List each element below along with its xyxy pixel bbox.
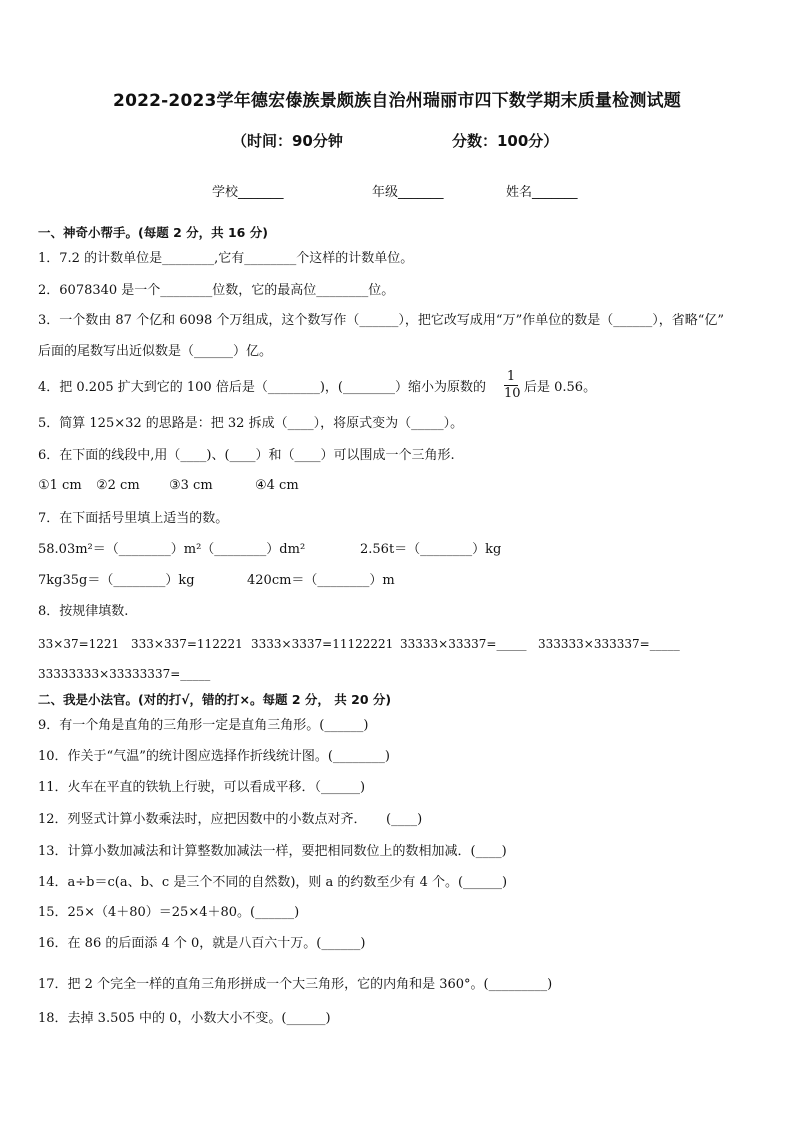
question-15: 15．25×（4＋80）＝25×4＋80。(______) [38, 905, 300, 920]
fraction-denominator: 10 [504, 386, 521, 401]
segment-option-3: ③3 cm [169, 478, 213, 493]
question-7-item-c: 7kg35g＝（________）kg [38, 573, 195, 588]
segment-option-1: ①1 cm [38, 478, 82, 493]
segment-option-4: ④4 cm [255, 478, 299, 493]
question-11: 11．火车在平直的铁轨上行驶，可以看成平移．（______) [38, 780, 366, 795]
question-7-item-a: 58.03m²＝（________）m²（________）dm² [38, 542, 306, 557]
section-1-heading: 一、神奇小帮手。(每题 2 分，共 16 分) [38, 225, 268, 240]
exam-time: （时间：90分钟 [232, 132, 343, 150]
question-4: 4．把 0.205 扩大到它的 100 倍后是（________)，(________）缩小为原数的 [38, 380, 486, 395]
question-6: 6．在下面的线段中,用（____)、(____）和（____）可以围成一个三角形. [38, 448, 455, 463]
question-16: 16．在 86 的后面添 4 个 0，就是八百六十万。(______) [38, 936, 366, 951]
fraction-one-tenth [504, 369, 521, 402]
question-10: 10．作关于“气温”的统计图应选择作折线统计图。(________) [38, 749, 390, 764]
pattern-item-1: 33×37=1221 [38, 637, 120, 651]
pattern-item-3: 3333×3337=11122221 [251, 637, 394, 651]
pattern-item-4: 33333×33337=_____ [400, 637, 527, 651]
question-2: 2．6078340 是一个________位数，它的最高位________位。 [38, 283, 395, 298]
question-13: 13．计算小数加减法和计算整数加减法一样，要把相同数位上的数相加减．(____) [38, 844, 507, 859]
grade-field: 年级_______ [372, 185, 444, 200]
question-3-line-2: 后面的尾数写出近似数是（______）亿。 [38, 344, 273, 359]
question-12: 12．列竖式计算小数乘法时，应把因数中的小数点对齐． (____) [38, 812, 423, 827]
question-5: 5．简算 125×32 的思路是：把 32 拆成（____），将原式变为（_____）。 [38, 416, 464, 431]
question-7-item-d: 420cm＝（________）m [247, 573, 395, 588]
question-7: 7．在下面括号里填上适当的数。 [38, 511, 229, 526]
segment-option-2: ②2 cm [96, 478, 140, 493]
question-1: 1．7.2 的计数单位是________,它有________个这样的计数单位。 [38, 251, 414, 266]
question-4-end: 后是 0.56。 [524, 380, 597, 395]
pattern-item-5: 333333×333337=_____ [538, 637, 680, 651]
question-9: 9．有一个角是直角的三角形一定是直角三角形。(______) [38, 718, 369, 733]
question-8: 8．按规律填数. [38, 604, 129, 619]
question-14: 14．a÷b＝c(a、b、c 是三个不同的自然数)，则 a 的约数至少有 4 个。(______) [38, 875, 508, 890]
page-title: 2022-2023学年德宏傣族景颇族自治州瑞丽市四下数学期末质量检测试题 [113, 91, 681, 111]
question-3-line-1: 3．一个数由 87 个亿和 6098 个万组成，这个数写作（______），把它改写成用“万”作单位的数是（______），省略“亿” [38, 313, 725, 328]
question-18: 18．去掉 3.505 中的 0，小数大小不变。(______) [38, 1011, 331, 1026]
question-17: 17．把 2 个完全一样的直角三角形拼成一个大三角形，它的内角和是 360°。(_________) [38, 977, 553, 992]
exam-score: 分数：100分） [452, 132, 559, 150]
fraction-numerator: 1 [504, 369, 518, 386]
pattern-item-6: 33333333×33333337=_____ [38, 667, 211, 681]
name-field: 姓名_______ [506, 185, 578, 200]
question-7-item-b: 2.56t＝（________）kg [360, 542, 502, 557]
pattern-item-2: 333×337=112221 [131, 637, 243, 651]
section-2-heading: 二、我是小法官。(对的打√，错的打×。每题 2 分， 共 20 分) [38, 692, 392, 707]
school-field: 学校_______ [212, 185, 284, 200]
